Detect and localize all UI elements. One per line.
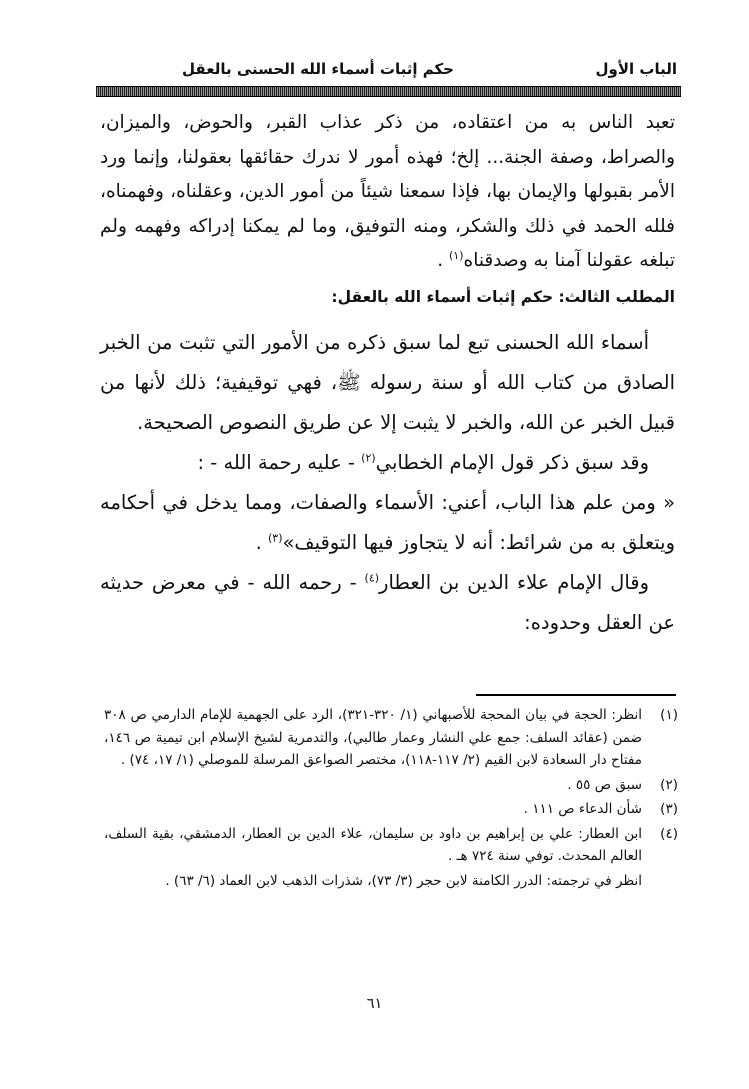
- main-text: [100, 106, 675, 643]
- footnote-text: شأن الدعاء ص ١١١ .: [523, 801, 642, 817]
- running-title: حكم إثبات أسماء الله الحسنى بالعقل: [182, 60, 454, 78]
- footnote-1: [104, 704, 678, 772]
- footnote-ref-2[interactable]: (٢): [361, 451, 376, 464]
- footnote-4: [104, 823, 678, 868]
- paragraph-1: تعبد الناس به من اعتقاده، من ذكر عذاب القبر، والحوض، والميزان، والصراط، وصفة الجنة... إلخ؛ فهذه أمور لا ندرك حقائقها بعقولنا، وإنما ورد الأمر بقبولها والإيمان بها، فإذا سمعنا شيئاً من أمور الدين، وعقلناه، وفهمناه، فلله الحمد في ذلك والشكر، ومنه التوفيق، وما لم يمكنا إدراكه وفهمه ولم تبلغه عقولنا آمنا به وصدقناه$^{(١)}$ .: [100, 112, 675, 271]
- footnote-number: (٤): [660, 825, 678, 842]
- paragraph-5: وقال الإمام علاء الدين بن العطار$^{(٤)}$ - رحمه الله - في معرض حديثه عن العقل وحدوده:: [100, 570, 675, 634]
- footnote-3: [104, 798, 678, 821]
- section-heading: المطلب الثالث: حكم إثبات أسماء الله بالعقل:: [331, 287, 675, 306]
- footnote-number: (٢): [660, 776, 678, 793]
- paragraph-3: وقد سبق ذكر قول الإمام الخطابي$^{(٢)}$ - عليه رحمة الله - :: [197, 450, 649, 474]
- quote-paragraph: « ومن علم هذا الباب، أعني: الأسماء والصفات، ومما يدخل في أحكامه ويتعلق به من شرائط: أنه لا يتجاوز فيها التوقيف»$^{(٣)}$ .: [100, 490, 675, 554]
- page-header: [98, 52, 677, 88]
- header-divider: [96, 86, 681, 97]
- footnote-4-continuation: انظر في ترجمته: الدرر الكامنة لابن حجر (٣/ ٧٣)، شذرات الذهب لابن العماد (٦/ ٦٣) .: [165, 872, 642, 889]
- chapter-label: الباب الأول: [595, 60, 677, 78]
- footnote-number: (١): [660, 707, 678, 723]
- footnote-ref-3[interactable]: (٣): [267, 531, 283, 544]
- footnote-ref-1[interactable]: (١): [449, 248, 464, 262]
- footnote-divider: [476, 694, 676, 696]
- paragraph-2: أسماء الله الحسنى تبع لما سبق ذكره من الأمور التي تثبت من الخبر الصادق من كتاب الله أو سنة رسوله ﷺ، فهي توقيفية؛ ذلك لأنها من قبيل الخبر عن الله، والخبر لا يثبت إلا عن طريق النصوص الصحيحة.: [100, 330, 675, 434]
- footnote-number: (٣): [660, 801, 678, 817]
- footnote-text: سبق ص ٥٥ .: [567, 776, 642, 793]
- footnote-text: ابن العطار: علي بن إبراهيم بن داود بن سليمان، علاء الدين بن العطار، الدمشقي، بقية السلف، العالم المحدث. توفي سنة ٧٢٤ هـ .: [104, 825, 642, 864]
- footnote-2: [104, 774, 678, 797]
- footnote-text: انظر: الحجة في بيان المحجة للأصبهاني (١/ ٣٢٠-٣٢١)، الرد على الجهمية للإمام الدارمي ص ٣٠٨ ضمن (عقائد السلف: جمع علي النشار وعمار طالبي)، والتدمرية لشيخ الإسلام ابن تيمية ص ١٤٦، مفتاح دار السعادة لابن القيم (٢/ ١١٧-١١٨)، مختصر الصواعق المرسلة للموصلي (١/ ١٧، ٧٤) .: [104, 707, 643, 768]
- page-number: ٦١: [366, 996, 383, 1012]
- footnotes: [104, 704, 678, 892]
- footnote-ref-4[interactable]: (٤): [364, 571, 380, 584]
